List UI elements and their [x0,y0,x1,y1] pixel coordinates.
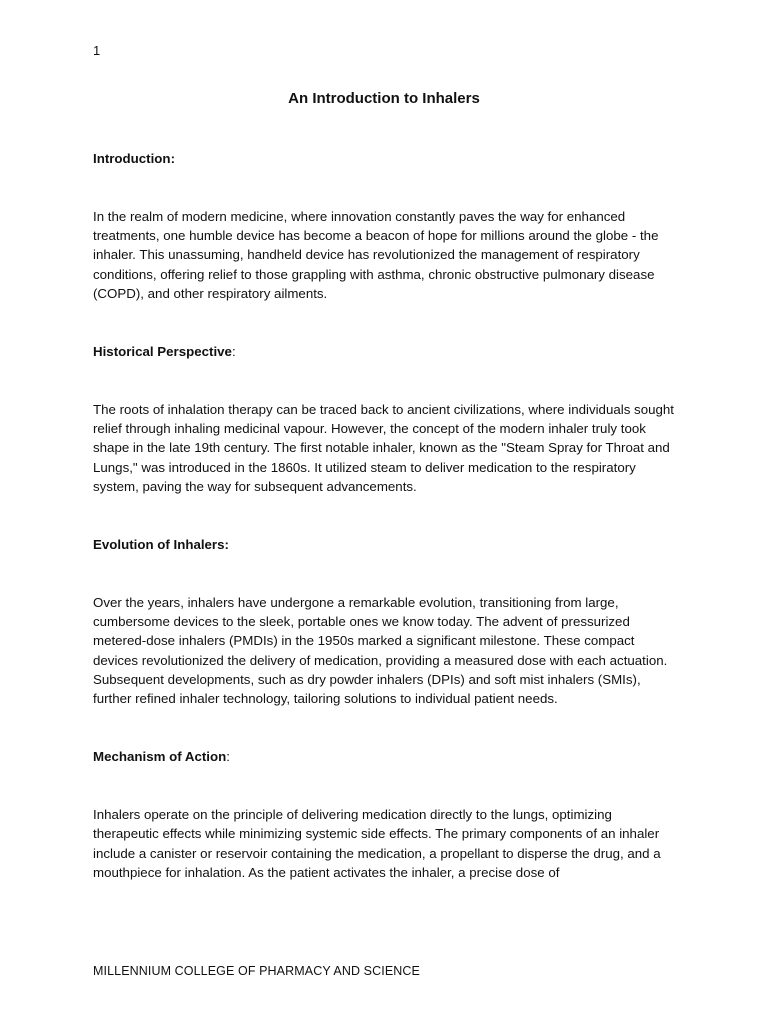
section-paragraph-mechanism-of-action: Inhalers operate on the principle of delivering medication directly to the lungs, optimizing therapeutic effects while minimizing systemic side effects. The primary components of an inhaler include a canister or reservoir containing the medication, a propellant to disperse the drug, and a mouthpiece for inhalation. As the patient activates the inhaler, a precise dose of [93,807,661,880]
section-heading-historical-perspective [93,342,681,361]
section-heading-suffix: : [224,536,229,552]
section-heading-introduction [93,149,681,168]
page-number: 1 [93,43,101,58]
section-heading-suffix: : [231,343,236,359]
section-heading-text: Mechanism of Action [93,749,227,765]
document-title: An Introduction to Inhalers [288,90,480,107]
page-footer: MILLENNIUM COLLEGE OF PHARMACY AND SCIENCE [93,964,420,978]
section-paragraph-historical-perspective: The roots of inhalation therapy can be traced back to ancient civilizations, where individuals sought relief through inhaling medicinal vapour. However, the concept of the modern inhaler truly took shape in the late 19th century. The first notable inhaler, known as the "Steam Spray for Throat and Lungs," was introduced in the 1860s. It utilized steam to deliver medication to the respiratory system, paving the way for subsequent advancements. [93,401,674,495]
section-heading-text: Introduction [93,151,171,166]
section-paragraph-evolution-of-inhalers: Over the years, inhalers have undergone a remarkable evolution, transitioning from large, cumbersome devices to the sleek, portable ones we know today. The advent of pressurized metered-dose inhalers (PMDIs) in the 1950s marked a significant milestone. These compact devices revolutionized the delivery of medication, providing a measured dose with each actuation. Subsequent developments, such as dry powder inhalers (DPIs) and soft mist inhalers (SMIs), further refined inhaler technology, tailoring solutions to individual patient needs. [93,594,668,707]
section-heading-text: Historical Perspective [93,343,232,359]
section-heading-evolution-of-inhalers [93,535,681,554]
section-paragraph-introduction: In the realm of modern medicine, where innovation constantly paves the way for enhanced treatments, one humble device has become a beacon of hope for millions around the globe - the inhaler. This unassuming, handheld device has revolutionized the management of respiratory conditions, offering relief to those grappling with asthma, chronic obstructive pulmonary disease (COPD), and other respiratory ailments. [93,208,659,302]
section-heading-suffix: : [170,151,175,166]
section-heading-text: Evolution of Inhalers [93,536,225,552]
section-heading-mechanism-of-action [93,747,681,766]
section-heading-suffix: : [226,749,230,765]
document-body [93,149,681,882]
